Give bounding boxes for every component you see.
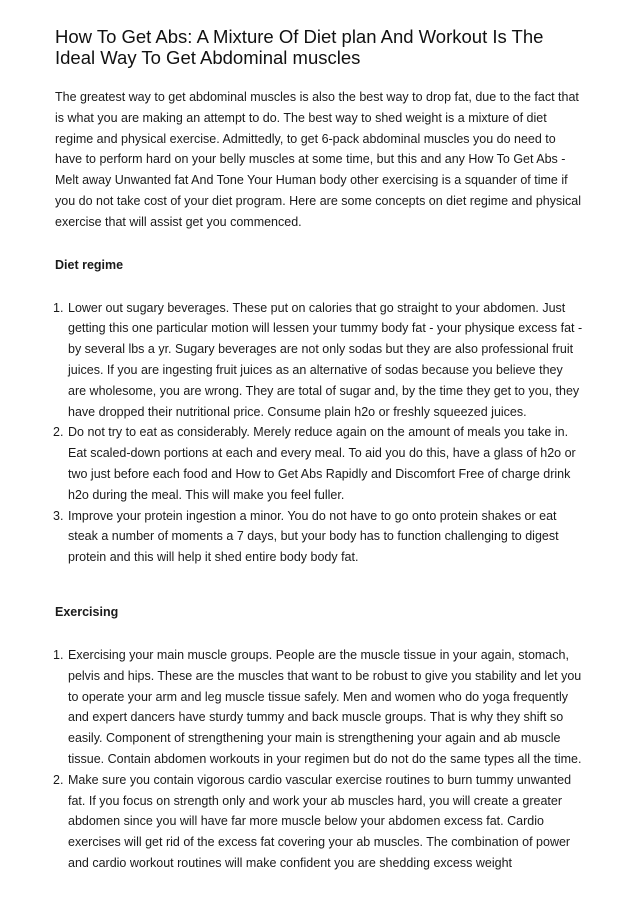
list-item: [55, 298, 583, 423]
document-page: [55, 26, 583, 874]
document-title: How To Get Abs: A Mixture Of Diet plan And Workout Is The Ideal Way To Get Abdominal muscles: [55, 26, 544, 68]
exercising-list: [55, 645, 583, 874]
list-item-text: Do not try to eat as considerably. Merely reduce again on the amount of meals you take in. Eat scaled-down portions at each and every meal. To aid you do this, have a glass of h2o or two just before each food and How to Get Abs Rapidly and Discomfort Free of charge drink h2o during the meal. This will make you feel fuller.: [68, 425, 576, 502]
list-item-text: Improve your protein ingestion a minor. You do not have to go onto protein shakes or eat steak a number of moments a 7 days, but your body has to function challenging to digest protein and this will help it shed entire body body fat.: [68, 508, 559, 565]
list-item-text: Make sure you contain vigorous cardio vascular exercise routines to burn tummy unwanted fat. If you focus on strength only and work your ab muscles hard, you will create a greater abdomen since you will have far more muscle below your abdomen excess fat. Cardio exercises will get rid of the excess fat covering your ab muscles. The combination of power and cardio workout routines will make confident you are shedding excess weight: [68, 772, 572, 870]
list-item-number: 1.: [53, 300, 64, 315]
list-item-text: Exercising your main muscle groups. People are the muscle tissue in your again, stomach, pelvis and hips. These are the muscles that want to be robust to give you stability and let you to operate your arm and leg muscle tissue safely. Men and women who do yoga frequently and expert dancers have sturdy tummy and back muscle groups. That is why they shift so easily. Component of strengthening your main is strengthening your again and ab muscle tissue. Contain abdomen workouts in your regimen but do not do the same types all the time.: [68, 647, 582, 766]
list-item-number: 1.: [53, 647, 64, 662]
section-heading-diet: Diet regime: [55, 257, 124, 272]
section-heading-exercising: Exercising: [55, 604, 119, 619]
list-item: [55, 770, 583, 874]
list-item: [55, 422, 583, 505]
list-item: [55, 506, 583, 568]
list-item-number: 2.: [53, 425, 64, 440]
list-item-number: 3.: [53, 508, 64, 523]
list-item-text: Lower out sugary beverages. These put on calories that go straight to your abdomen. Just getting this one particular motion will lessen your tummy body fat - your physique excess fat - by several lbs a yr. Sugary beverages are not only sodas but they are also professional fruit juices. If you are ingesting fruit juices as an alternative of sodas because you believe they are wholesome, you are wrong. They are total of sugar and, by the time they get to you, they have dropped their nutritional price. Consume plain h2o or freshly squeezed juices.: [68, 300, 583, 419]
diet-list: [55, 298, 583, 568]
list-item: [55, 645, 583, 770]
intro-paragraph: The greatest way to get abdominal muscles is also the best way to drop fat, due to the fact that is what you are making an attempt to do. The best way to shed weight is a mixture of diet regime and physical exercise. Admittedly, to get 6-pack abdominal muscles you do need to have to perform hard on your belly muscles at some time, but this and any How To Get Abs - Melt away Unwanted fat And Tone Your Human body other exercising is a squander of time if you do not take cost of your diet program. Here are some concepts on diet regime and physical exercise that will assist get you commenced.: [55, 90, 581, 229]
list-item-number: 2.: [53, 772, 64, 787]
